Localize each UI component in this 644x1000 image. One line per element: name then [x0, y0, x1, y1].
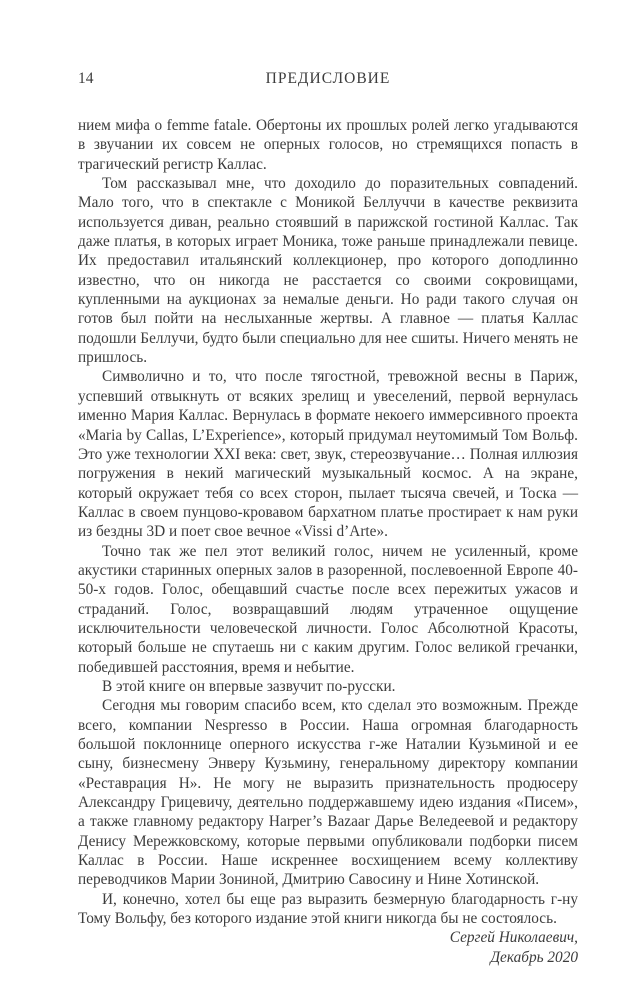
- signature-name: Сергей Николаевич,: [449, 929, 578, 947]
- body-text: [78, 116, 578, 928]
- signature-date: Декабрь 2020: [490, 948, 578, 966]
- paragraph: В этой книге он впервые зазвучит по-русски.: [102, 677, 396, 695]
- signature-block: [78, 928, 578, 967]
- paragraph: Том рассказывал мне, что доходило до поразительных совпадений. Мало того, что в спектакле с Моникой Беллуччи в качестве реквизита используется диван, реально стоявший в парижской гостиной Каллас. Так даже платья, в которых играет Моника, тоже раньше принадлежали певице. Их предоставил итальянский коллекционер, про которого доподлинно известно, что он никогда не расстается со своими сокровищами, купленными на аукционах за немалые деньги. Но ради такого случая он готов был пойти на неслыханные жертвы. А главное — платья Каллас подошли Беллучи, будто были специально для нее сшиты. Ничего менять не пришлось.: [78, 175, 578, 367]
- paragraph: Символично и то, что после тягостной, тревожной весны в Париж, успевший отвыкнуть от всяких зрелищ и увеселений, первой вернулась именно Мария Каллас. Вернулась в формате некоего иммерсивного проекта «Maria by Callas, L’Experience», который придумал неутомимый Том Вольф. Это уже технологии XXI века: свет, звук, стереозвучание… Полная иллюзия погружения в некий магический музыкальный космос. А на экране, который окружает тебя со всех сторон, пылает тысяча свечей, и Тоска — Каллас в своем пунцово-кровавом бархатном платье простирает к нам руки из бездны 3D и поет свое вечное «Vissi d’Arte».: [78, 368, 578, 541]
- page-number: 14: [78, 70, 94, 87]
- running-head: [78, 68, 578, 90]
- paragraph: Точно так же пел этот великий голос, ничем не усиленный, кроме акустики старинных оперных залов в разоренной, послевоенной Европе 40-50-х годов. Голос, обещавший счастье после всех пережитых ужасов и страданий. Голос, возвращавший людям утраченное ощущение исключительности человеческой личности. Голос Абсолютной Красоты, который больше не спутаешь ни с каким другим. Голос великой гречанки, победившей расстояния, время и небытие.: [78, 542, 578, 676]
- paragraph: Сегодня мы говорим спасибо всем, кто сделал это возможным. Прежде всего, компании Nespresso в России. Наша огромная благодарность большой поклоннице оперного искусства г-же Наталии Кузьминой и ее сыну, бизнесмену Энверу Кузьмину, генеральному директору компании «Реставрация Н». Не могу не выразить признательность продюсеру Александру Грицевичу, деятельно поддержавшему идею издания «Писем», а также главному редактору Harper’s Bazaar Дарье Веледеевой и редактору Денису Мережковскому, которые первыми опубликовали подборки писем Каллас в России. Наше искреннее восхищением всему коллективу переводчиков Марии Зониной, Дмитрию Савосину и Нине Хотинской.: [78, 697, 578, 889]
- page-content: [78, 68, 578, 967]
- paragraph: И, конечно, хотел бы еще раз выразить безмерную благодарность г-ну Тому Вольфу, без которого издание этой книги никогда бы не состоялось.: [78, 890, 578, 928]
- chapter-title: ПРЕДИСЛОВИЕ: [265, 70, 391, 87]
- paragraph-continuation: нием мифа о femme fatale. Обертоны их прошлых ролей легко угадываются в звучании их совсем не оперных голосов, но стремящихся попасть в трагический регистр Каллас.: [78, 117, 578, 173]
